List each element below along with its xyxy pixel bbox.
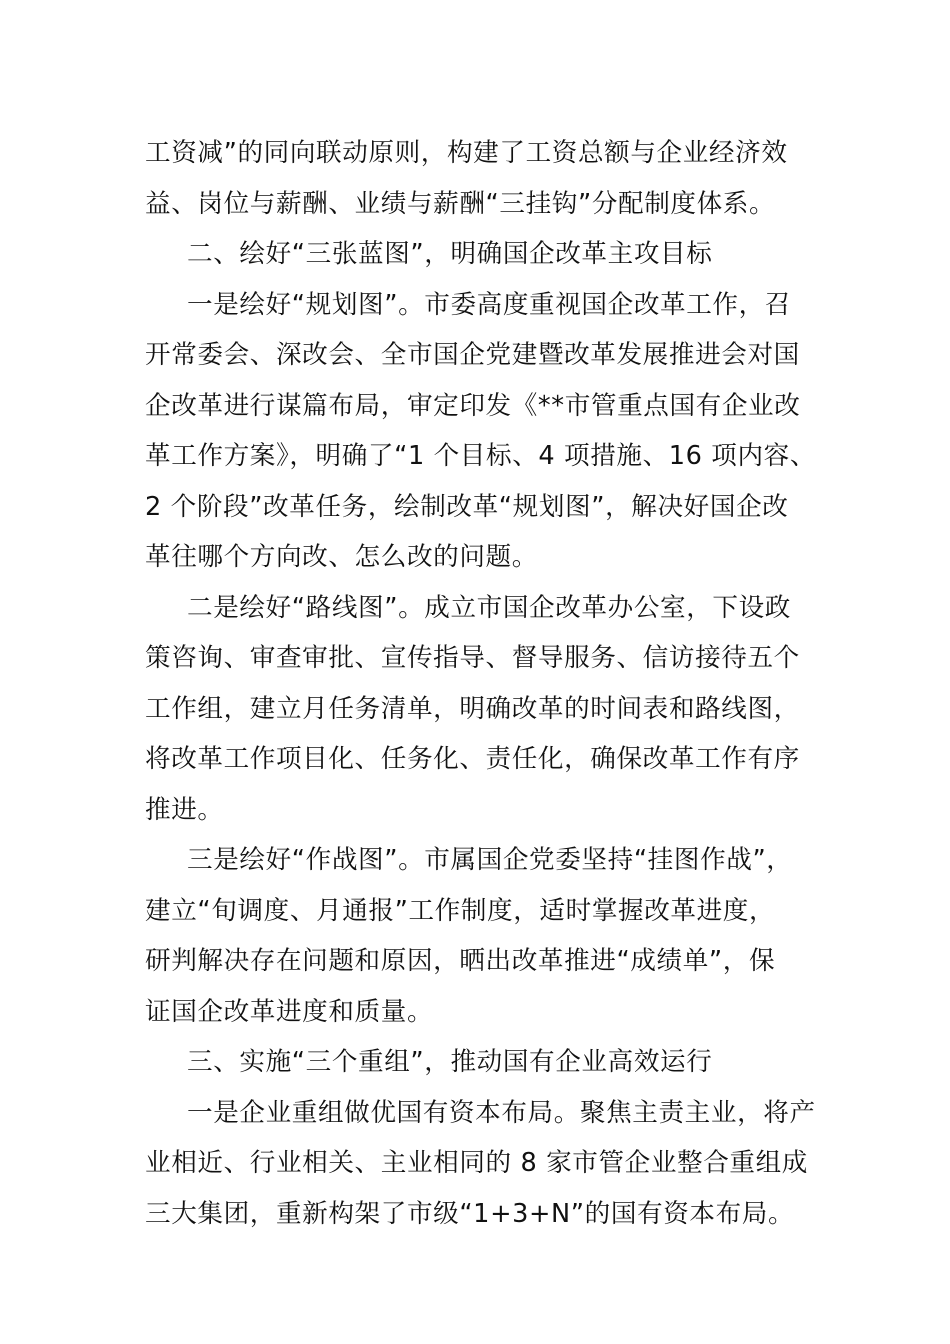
text-line: 革往哪个方向改、怎么改的问题。	[145, 542, 538, 572]
text-line: 工作组，建立月任务清单，明确改革的时间表和路线图，	[145, 693, 800, 724]
text-line: 革工作方案》，明确了“1 个目标、4 项措施、16 项内容、	[145, 441, 817, 471]
text-line: 研判解决存在问题和原因，晒出改革推进“成绩单”，保	[145, 946, 776, 976]
text-line: 证国企改革进度和质量。	[145, 996, 434, 1027]
text-line: 一是企业重组做优国有资本布局。聚焦主责主业，将产	[187, 1097, 816, 1128]
text-line: 一是绘好“规划图”。市委高度重视国企改革工作，召	[187, 289, 791, 320]
text-line: 推进。	[145, 794, 224, 825]
text-line: 三是绘好“作战图”。市属国企党委坚持“挂图作战”，	[187, 845, 793, 875]
text-line: 二是绘好“路线图”。成立市国企改革办公室，下设政	[187, 592, 791, 623]
text-line: 开常委会、深改会、全市国企党建暨改革发展推进会对国	[145, 340, 800, 370]
text-line: 三大集团，重新构架了市级“1+3+N”的国有资本布局。	[145, 1198, 795, 1229]
text-line: 策咨询、审查审批、宣传指导、督导服务、信访接待五个	[145, 643, 800, 673]
text-line: 工资减”的同向联动原则，构建了工资总额与企业经济效	[145, 138, 788, 168]
text-line: 建立“旬调度、月通报”工作制度，适时掌握改革进度，	[145, 895, 776, 926]
text-line: 2 个阶段”改革任务，绘制改革“规划图”，解决好国企改	[145, 491, 789, 522]
text-line: 益、岗位与薪酬、业绩与薪酬“三挂钩”分配制度体系。	[145, 188, 776, 219]
body-text	[145, 128, 827, 1239]
text-line: 业相近、行业相关、主业相同的 8 家市管企业整合重组成	[145, 1148, 809, 1178]
section-heading: 三、实施“三个重组”，推动国有企业高效运行	[187, 1047, 713, 1077]
section-heading: 二、绘好“三张蓝图”，明确国企改革主攻目标	[187, 239, 713, 269]
text-line: 将改革工作项目化、任务化、责任化，确保改革工作有序	[145, 744, 800, 774]
text-line: 企改革进行谋篇布局，审定印发《**市管重点国有企业改	[145, 390, 801, 421]
